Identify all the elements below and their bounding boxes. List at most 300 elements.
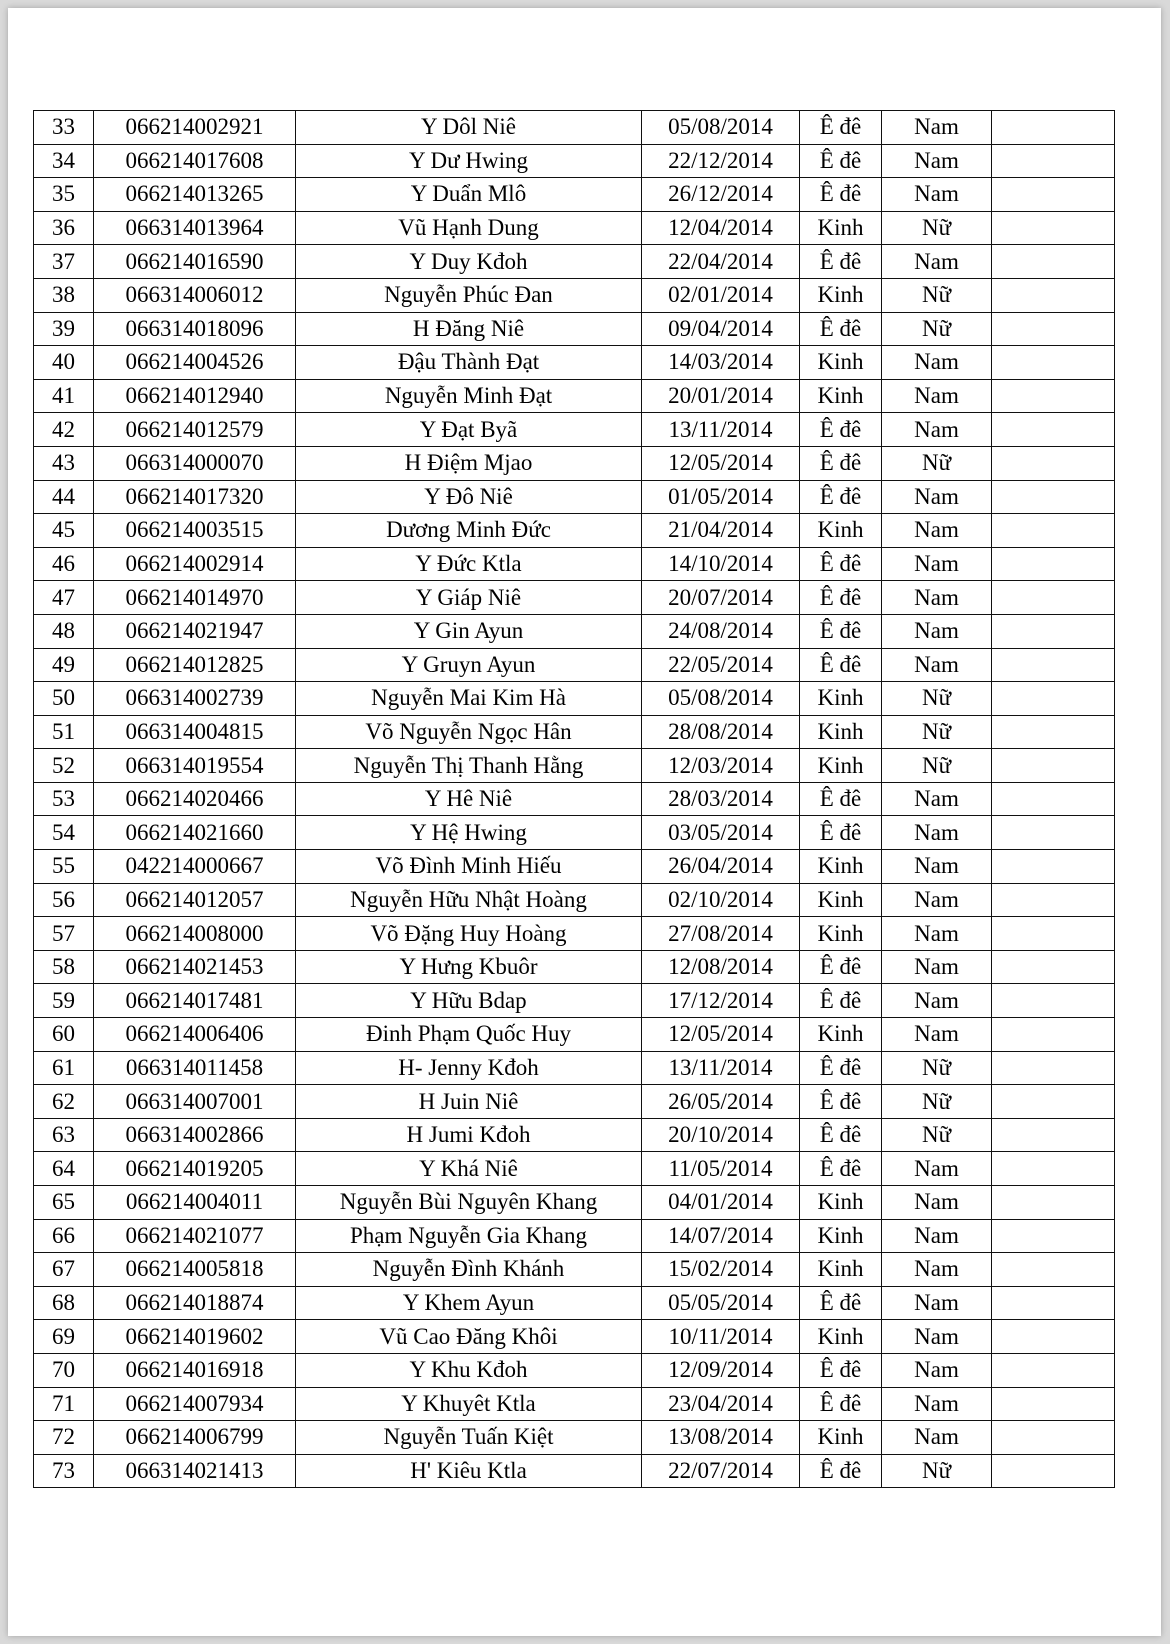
ethnicity-cell: Ê đê (800, 413, 882, 447)
row-number-cell: 35 (34, 178, 94, 212)
gender-cell: Nam (882, 480, 992, 514)
ethnicity-cell: Ê đê (800, 1387, 882, 1421)
note-cell (992, 715, 1115, 749)
gender-cell: Nam (882, 346, 992, 380)
ethnicity-cell: Ê đê (800, 614, 882, 648)
student-name-cell: Nguyễn Tuấn Kiệt (296, 1421, 642, 1455)
table-row (34, 178, 1115, 212)
row-number-cell: 60 (34, 1018, 94, 1052)
ethnicity-cell: Kinh (800, 1320, 882, 1354)
table-row (34, 144, 1115, 178)
table-row (34, 111, 1115, 145)
table-row (34, 1454, 1115, 1488)
table-row (34, 1387, 1115, 1421)
ethnicity-cell: Ê đê (800, 1085, 882, 1119)
note-cell (992, 480, 1115, 514)
id-number-cell: 066214021660 (94, 816, 296, 850)
student-name-cell: Y Duẩn Mlô (296, 178, 642, 212)
row-number-cell: 62 (34, 1085, 94, 1119)
note-cell (992, 581, 1115, 615)
date-of-birth-cell: 10/11/2014 (642, 1320, 800, 1354)
note-cell (992, 984, 1115, 1018)
date-of-birth-cell: 05/08/2014 (642, 682, 800, 716)
note-cell (992, 917, 1115, 951)
note-cell (992, 1286, 1115, 1320)
table-row (34, 1018, 1115, 1052)
id-number-cell: 066214018874 (94, 1286, 296, 1320)
date-of-birth-cell: 13/11/2014 (642, 1051, 800, 1085)
ethnicity-cell: Ê đê (800, 178, 882, 212)
ethnicity-cell: Kinh (800, 682, 882, 716)
id-number-cell: 066214019602 (94, 1320, 296, 1354)
date-of-birth-cell: 12/04/2014 (642, 211, 800, 245)
date-of-birth-cell: 14/03/2014 (642, 346, 800, 380)
date-of-birth-cell: 04/01/2014 (642, 1186, 800, 1220)
note-cell (992, 1454, 1115, 1488)
id-number-cell: 066314013964 (94, 211, 296, 245)
id-number-cell: 066214012057 (94, 883, 296, 917)
gender-cell: Nam (882, 984, 992, 1018)
id-number-cell: 066214021453 (94, 950, 296, 984)
note-cell (992, 1353, 1115, 1387)
id-number-cell: 066214012579 (94, 413, 296, 447)
student-name-cell: Y Dư Hwing (296, 144, 642, 178)
row-number-cell: 37 (34, 245, 94, 279)
gender-cell: Nam (882, 816, 992, 850)
table-row (34, 1421, 1115, 1455)
student-name-cell: Y Dôl Niê (296, 111, 642, 145)
row-number-cell: 49 (34, 648, 94, 682)
id-number-cell: 066314019554 (94, 749, 296, 783)
student-name-cell: H- Jenny Kđoh (296, 1051, 642, 1085)
row-number-cell: 48 (34, 614, 94, 648)
table-row (34, 1353, 1115, 1387)
gender-cell: Nam (882, 1421, 992, 1455)
id-number-cell: 066214006406 (94, 1018, 296, 1052)
gender-cell: Nam (882, 514, 992, 548)
date-of-birth-cell: 05/08/2014 (642, 111, 800, 145)
row-number-cell: 34 (34, 144, 94, 178)
table-row (34, 278, 1115, 312)
row-number-cell: 64 (34, 1152, 94, 1186)
date-of-birth-cell: 12/09/2014 (642, 1353, 800, 1387)
gender-cell: Nam (882, 950, 992, 984)
date-of-birth-cell: 26/05/2014 (642, 1085, 800, 1119)
ethnicity-cell: Ê đê (800, 144, 882, 178)
gender-cell: Nam (882, 178, 992, 212)
student-name-cell: H Điệm Mjao (296, 446, 642, 480)
id-number-cell: 066214008000 (94, 917, 296, 951)
date-of-birth-cell: 12/03/2014 (642, 749, 800, 783)
id-number-cell: 066314002866 (94, 1118, 296, 1152)
ethnicity-cell: Ê đê (800, 245, 882, 279)
table-row (34, 950, 1115, 984)
table-row (34, 1085, 1115, 1119)
gender-cell: Nam (882, 1253, 992, 1287)
ethnicity-cell: Kinh (800, 715, 882, 749)
row-number-cell: 66 (34, 1219, 94, 1253)
gender-cell: Nữ (882, 1118, 992, 1152)
table-row (34, 917, 1115, 951)
date-of-birth-cell: 22/04/2014 (642, 245, 800, 279)
student-name-cell: Vũ Cao Đăng Khôi (296, 1320, 642, 1354)
row-number-cell: 47 (34, 581, 94, 615)
id-number-cell: 066214004526 (94, 346, 296, 380)
gender-cell: Nam (882, 1286, 992, 1320)
table-row (34, 1286, 1115, 1320)
note-cell (992, 850, 1115, 884)
id-number-cell: 066214017320 (94, 480, 296, 514)
gender-cell: Nam (882, 547, 992, 581)
student-name-cell: Y Giáp Niê (296, 581, 642, 615)
student-name-cell: Y Hệ Hwing (296, 816, 642, 850)
row-number-cell: 51 (34, 715, 94, 749)
id-number-cell: 066214012825 (94, 648, 296, 682)
date-of-birth-cell: 12/05/2014 (642, 1018, 800, 1052)
date-of-birth-cell: 23/04/2014 (642, 1387, 800, 1421)
ethnicity-cell: Ê đê (800, 816, 882, 850)
gender-cell: Nam (882, 1152, 992, 1186)
gender-cell: Nam (882, 648, 992, 682)
row-number-cell: 68 (34, 1286, 94, 1320)
id-number-cell: 066214002914 (94, 547, 296, 581)
row-number-cell: 54 (34, 816, 94, 850)
note-cell (992, 278, 1115, 312)
id-number-cell: 066314018096 (94, 312, 296, 346)
row-number-cell: 65 (34, 1186, 94, 1220)
ethnicity-cell: Kinh (800, 850, 882, 884)
ethnicity-cell: Ê đê (800, 446, 882, 480)
student-name-cell: Nguyễn Hữu Nhật Hoàng (296, 883, 642, 917)
date-of-birth-cell: 17/12/2014 (642, 984, 800, 1018)
gender-cell: Nam (882, 1219, 992, 1253)
date-of-birth-cell: 02/10/2014 (642, 883, 800, 917)
student-name-cell: H Jumi Kđoh (296, 1118, 642, 1152)
note-cell (992, 346, 1115, 380)
row-number-cell: 71 (34, 1387, 94, 1421)
note-cell (992, 1152, 1115, 1186)
row-number-cell: 33 (34, 111, 94, 145)
id-number-cell: 066314004815 (94, 715, 296, 749)
ethnicity-cell: Kinh (800, 1018, 882, 1052)
gender-cell: Nam (882, 1018, 992, 1052)
note-cell (992, 514, 1115, 548)
student-name-cell: Vũ Hạnh Dung (296, 211, 642, 245)
note-cell (992, 782, 1115, 816)
row-number-cell: 67 (34, 1253, 94, 1287)
gender-cell: Nữ (882, 278, 992, 312)
id-number-cell: 042214000667 (94, 850, 296, 884)
date-of-birth-cell: 14/10/2014 (642, 547, 800, 581)
ethnicity-cell: Kinh (800, 749, 882, 783)
table-row (34, 514, 1115, 548)
student-name-cell: H Đăng Niê (296, 312, 642, 346)
ethnicity-cell: Ê đê (800, 782, 882, 816)
gender-cell: Nữ (882, 715, 992, 749)
ethnicity-cell: Kinh (800, 1219, 882, 1253)
id-number-cell: 066214004011 (94, 1186, 296, 1220)
id-number-cell: 066314021413 (94, 1454, 296, 1488)
date-of-birth-cell: 05/05/2014 (642, 1286, 800, 1320)
note-cell (992, 648, 1115, 682)
id-number-cell: 066214014970 (94, 581, 296, 615)
table-row (34, 480, 1115, 514)
id-number-cell: 066214005818 (94, 1253, 296, 1287)
id-number-cell: 066214021947 (94, 614, 296, 648)
gender-cell: Nam (882, 1387, 992, 1421)
gender-cell: Nam (882, 1320, 992, 1354)
id-number-cell: 066214020466 (94, 782, 296, 816)
table-row (34, 715, 1115, 749)
note-cell (992, 446, 1115, 480)
ethnicity-cell: Ê đê (800, 480, 882, 514)
note-cell (992, 1018, 1115, 1052)
gender-cell: Nam (882, 1353, 992, 1387)
ethnicity-cell: Kinh (800, 917, 882, 951)
id-number-cell: 066314002739 (94, 682, 296, 716)
table-row (34, 312, 1115, 346)
table-row (34, 346, 1115, 380)
student-name-cell: Y Hê Niê (296, 782, 642, 816)
student-name-cell: Y Khuyêt Ktla (296, 1387, 642, 1421)
table-row (34, 446, 1115, 480)
date-of-birth-cell: 12/05/2014 (642, 446, 800, 480)
student-name-cell: H Juin Niê (296, 1085, 642, 1119)
note-cell (992, 950, 1115, 984)
ethnicity-cell: Kinh (800, 278, 882, 312)
id-number-cell: 066314007001 (94, 1085, 296, 1119)
row-number-cell: 46 (34, 547, 94, 581)
gender-cell: Nam (882, 883, 992, 917)
gender-cell: Nữ (882, 446, 992, 480)
student-name-cell: Y Duy Kđoh (296, 245, 642, 279)
date-of-birth-cell: 24/08/2014 (642, 614, 800, 648)
student-name-cell: Nguyễn Phúc Đan (296, 278, 642, 312)
note-cell (992, 749, 1115, 783)
row-number-cell: 59 (34, 984, 94, 1018)
row-number-cell: 36 (34, 211, 94, 245)
row-number-cell: 73 (34, 1454, 94, 1488)
gender-cell: Nam (882, 413, 992, 447)
ethnicity-cell: Kinh (800, 1253, 882, 1287)
table-row (34, 850, 1115, 884)
gender-cell: Nam (882, 917, 992, 951)
row-number-cell: 53 (34, 782, 94, 816)
note-cell (992, 1186, 1115, 1220)
date-of-birth-cell: 12/08/2014 (642, 950, 800, 984)
id-number-cell: 066214016590 (94, 245, 296, 279)
note-cell (992, 682, 1115, 716)
note-cell (992, 1085, 1115, 1119)
student-name-cell: Đinh Phạm Quốc Huy (296, 1018, 642, 1052)
date-of-birth-cell: 26/04/2014 (642, 850, 800, 884)
note-cell (992, 111, 1115, 145)
ethnicity-cell: Ê đê (800, 648, 882, 682)
table-row (34, 614, 1115, 648)
student-name-cell: Y Hữu Bdap (296, 984, 642, 1018)
id-number-cell: 066314011458 (94, 1051, 296, 1085)
row-number-cell: 38 (34, 278, 94, 312)
student-name-cell: Nguyễn Bùi Nguyên Khang (296, 1186, 642, 1220)
table-row (34, 1219, 1115, 1253)
note-cell (992, 883, 1115, 917)
row-number-cell: 44 (34, 480, 94, 514)
date-of-birth-cell: 14/07/2014 (642, 1219, 800, 1253)
date-of-birth-cell: 13/11/2014 (642, 413, 800, 447)
student-name-cell: Nguyễn Đình Khánh (296, 1253, 642, 1287)
ethnicity-cell: Ê đê (800, 312, 882, 346)
student-name-cell: Y Khá Niê (296, 1152, 642, 1186)
student-name-cell: Võ Đặng Huy Hoàng (296, 917, 642, 951)
gender-cell: Nam (882, 111, 992, 145)
gender-cell: Nam (882, 614, 992, 648)
note-cell (992, 1253, 1115, 1287)
date-of-birth-cell: 22/12/2014 (642, 144, 800, 178)
note-cell (992, 144, 1115, 178)
table-row (34, 581, 1115, 615)
id-number-cell: 066214006799 (94, 1421, 296, 1455)
date-of-birth-cell: 20/10/2014 (642, 1118, 800, 1152)
ethnicity-cell: Ê đê (800, 1454, 882, 1488)
date-of-birth-cell: 20/07/2014 (642, 581, 800, 615)
date-of-birth-cell: 22/07/2014 (642, 1454, 800, 1488)
ethnicity-cell: Kinh (800, 346, 882, 380)
ethnicity-cell: Ê đê (800, 1118, 882, 1152)
gender-cell: Nam (882, 379, 992, 413)
ethnicity-cell: Ê đê (800, 111, 882, 145)
date-of-birth-cell: 02/01/2014 (642, 278, 800, 312)
table-row (34, 984, 1115, 1018)
ethnicity-cell: Kinh (800, 514, 882, 548)
gender-cell: Nam (882, 850, 992, 884)
table-row (34, 648, 1115, 682)
note-cell (992, 1219, 1115, 1253)
gender-cell: Nữ (882, 749, 992, 783)
student-name-cell: Võ Nguyễn Ngọc Hân (296, 715, 642, 749)
ethnicity-cell: Ê đê (800, 1051, 882, 1085)
note-cell (992, 547, 1115, 581)
table-row (34, 883, 1115, 917)
gender-cell: Nữ (882, 312, 992, 346)
table-row (34, 1051, 1115, 1085)
table-row (34, 1320, 1115, 1354)
note-cell (992, 1320, 1115, 1354)
row-number-cell: 41 (34, 379, 94, 413)
id-number-cell: 066214021077 (94, 1219, 296, 1253)
id-number-cell: 066214017481 (94, 984, 296, 1018)
note-cell (992, 379, 1115, 413)
table-row (34, 547, 1115, 581)
date-of-birth-cell: 28/03/2014 (642, 782, 800, 816)
student-name-cell: Võ Đình Minh Hiếu (296, 850, 642, 884)
student-name-cell: Y Hưng Kbuôr (296, 950, 642, 984)
note-cell (992, 1118, 1115, 1152)
student-name-cell: Dương Minh Đức (296, 514, 642, 548)
row-number-cell: 40 (34, 346, 94, 380)
roster-body (34, 111, 1115, 1488)
student-name-cell: Nguyễn Minh Đạt (296, 379, 642, 413)
note-cell (992, 312, 1115, 346)
date-of-birth-cell: 20/01/2014 (642, 379, 800, 413)
ethnicity-cell: Ê đê (800, 1286, 882, 1320)
document-page (8, 8, 1161, 1636)
student-name-cell: Y Khu Kđoh (296, 1353, 642, 1387)
gender-cell: Nam (882, 581, 992, 615)
student-name-cell: Y Khem Ayun (296, 1286, 642, 1320)
note-cell (992, 178, 1115, 212)
gender-cell: Nữ (882, 1051, 992, 1085)
id-number-cell: 066214016918 (94, 1353, 296, 1387)
gender-cell: Nữ (882, 682, 992, 716)
date-of-birth-cell: 11/05/2014 (642, 1152, 800, 1186)
table-row (34, 379, 1115, 413)
row-number-cell: 57 (34, 917, 94, 951)
date-of-birth-cell: 01/05/2014 (642, 480, 800, 514)
gender-cell: Nữ (882, 1454, 992, 1488)
date-of-birth-cell: 09/04/2014 (642, 312, 800, 346)
id-number-cell: 066214007934 (94, 1387, 296, 1421)
table-row (34, 1253, 1115, 1287)
row-number-cell: 72 (34, 1421, 94, 1455)
ethnicity-cell: Ê đê (800, 581, 882, 615)
row-number-cell: 70 (34, 1353, 94, 1387)
row-number-cell: 63 (34, 1118, 94, 1152)
ethnicity-cell: Kinh (800, 1186, 882, 1220)
date-of-birth-cell: 27/08/2014 (642, 917, 800, 951)
id-number-cell: 066214002921 (94, 111, 296, 145)
table-row (34, 245, 1115, 279)
student-name-cell: Đậu Thành Đạt (296, 346, 642, 380)
id-number-cell: 066214019205 (94, 1152, 296, 1186)
student-name-cell: Y Gin Ayun (296, 614, 642, 648)
student-name-cell: Nguyễn Thị Thanh Hằng (296, 749, 642, 783)
student-name-cell: Nguyễn Mai Kim Hà (296, 682, 642, 716)
table-row (34, 749, 1115, 783)
note-cell (992, 245, 1115, 279)
note-cell (992, 816, 1115, 850)
gender-cell: Nữ (882, 1085, 992, 1119)
gender-cell: Nam (882, 144, 992, 178)
ethnicity-cell: Ê đê (800, 1353, 882, 1387)
date-of-birth-cell: 22/05/2014 (642, 648, 800, 682)
row-number-cell: 43 (34, 446, 94, 480)
ethnicity-cell: Ê đê (800, 547, 882, 581)
student-name-cell: Y Gruyn Ayun (296, 648, 642, 682)
row-number-cell: 52 (34, 749, 94, 783)
table-row (34, 682, 1115, 716)
id-number-cell: 066214017608 (94, 144, 296, 178)
ethnicity-cell: Kinh (800, 379, 882, 413)
date-of-birth-cell: 03/05/2014 (642, 816, 800, 850)
ethnicity-cell: Kinh (800, 1421, 882, 1455)
note-cell (992, 211, 1115, 245)
id-number-cell: 066214003515 (94, 514, 296, 548)
date-of-birth-cell: 13/08/2014 (642, 1421, 800, 1455)
note-cell (992, 614, 1115, 648)
gender-cell: Nữ (882, 211, 992, 245)
ethnicity-cell: Kinh (800, 211, 882, 245)
id-number-cell: 066314000070 (94, 446, 296, 480)
table-row (34, 413, 1115, 447)
student-name-cell: Y Đức Ktla (296, 547, 642, 581)
row-number-cell: 69 (34, 1320, 94, 1354)
ethnicity-cell: Ê đê (800, 950, 882, 984)
table-row (34, 1186, 1115, 1220)
student-name-cell: Y Đô Niê (296, 480, 642, 514)
table-row (34, 211, 1115, 245)
student-name-cell: Y Đạt Byã (296, 413, 642, 447)
id-number-cell: 066214012940 (94, 379, 296, 413)
